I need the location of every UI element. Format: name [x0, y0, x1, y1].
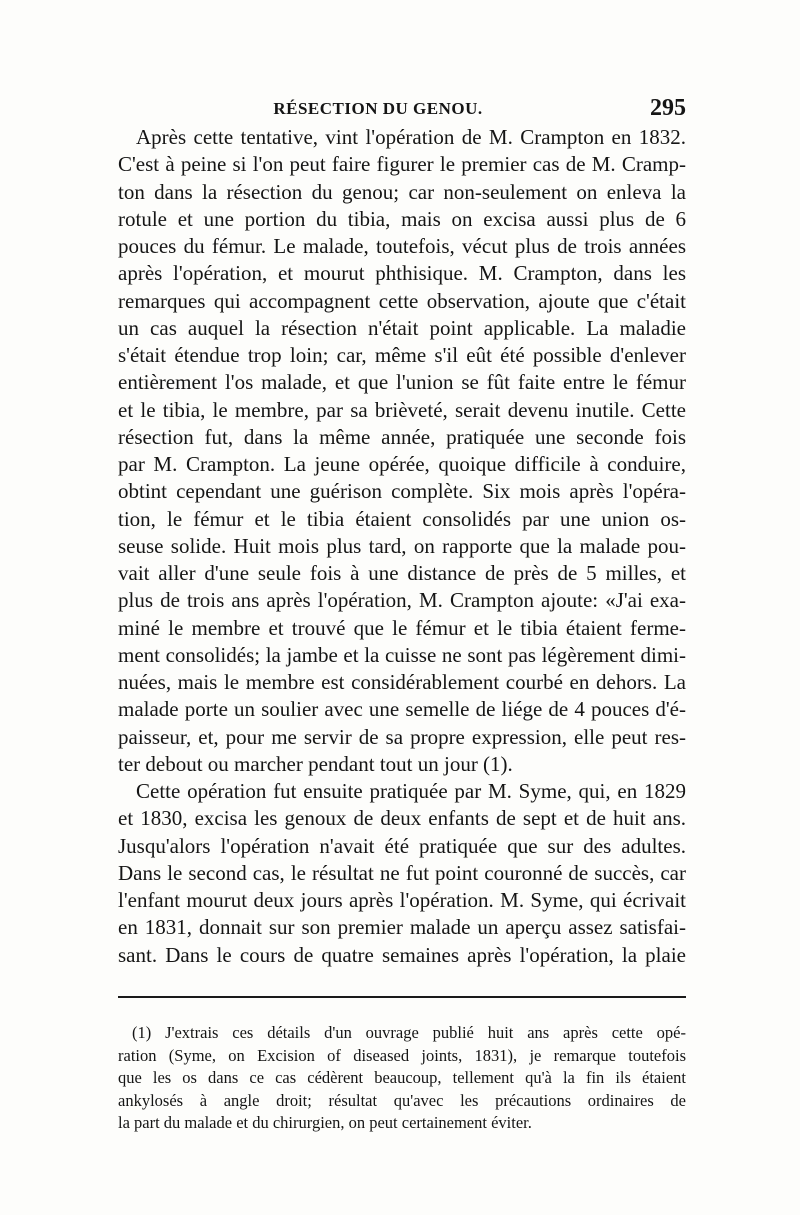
text-line: entièrement l'os malade, et que l'union se fût faite entre le fémur — [118, 370, 686, 395]
text-line: ment consolidés; la jambe et la cuisse ne sont pas légèrement dimi- — [118, 642, 686, 667]
footnote-line: que les os dans ce cas cédèrent beaucoup, tellement qu'à la fin ils étaient — [118, 1068, 686, 1087]
footnote-rule — [118, 996, 686, 998]
text-line: C'est à peine si l'on peut faire figurer le premier cas de M. Cramp- — [118, 152, 686, 177]
page-number: 295 — [650, 95, 686, 121]
footnote — [118, 1022, 686, 1135]
footnote-line: ration (Syme, on Excision of diseased joints, 1831), je remarque toutefois — [118, 1045, 686, 1065]
text-line: vait aller d'une seule fois à une distance de près de 5 milles, et — [118, 561, 686, 585]
text-line: seuse solide. Huit mois plus tard, on rapporte que la malade pou- — [118, 533, 686, 558]
text-line: tion, le fémur et le tibia étaient consolidés par une union os- — [118, 506, 686, 531]
text-line: plus de trois ans après l'opération, M. Crampton ajoute: «J'ai exa- — [118, 588, 686, 613]
text-line: s'était étendue trop loin; car, même s'il eût été possible d'enlever — [118, 343, 686, 367]
text-line: et 1830, excisa les genoux de deux enfants de sept et de huit ans. — [118, 806, 686, 831]
text-line: sant. Dans le cours de quatre semaines après l'opération, la plaie — [118, 942, 686, 967]
text-line: ter debout ou marcher pendant tout un jour (1). — [118, 751, 513, 776]
text-line: rotule et une portion du tibia, mais on excisa aussi plus de 6 — [118, 206, 686, 231]
text-line: en 1831, donnait sur son premier malade un aperçu assez satisfai- — [118, 915, 686, 940]
body-text — [118, 124, 686, 969]
text-line: Jusqu'alors l'opération n'avait été pratiquée que sur des adultes. — [118, 833, 686, 858]
text-line: malade porte un soulier avec une semelle de liége de 4 pouces d'é- — [118, 697, 686, 722]
text-line: ton dans la résection du genou; car non-seulement on enleva la — [118, 179, 686, 204]
text-line: Cette opération fut ensuite pratiquée par M. Syme, qui, en 1829 — [136, 779, 686, 803]
text-line: Dans le second cas, le résultat ne fut point couronné de succès, car — [118, 860, 686, 885]
text-line: obtint cependant une guérison complète. Six mois après l'opéra- — [118, 479, 686, 504]
footnote-line: ankylosés à angle droit; résultat qu'avec les précautions ordinaires de — [118, 1090, 686, 1110]
text-line: par M. Crampton. La jeune opérée, quoique difficile à conduire, — [118, 452, 686, 476]
text-line: Après cette tentative, vint l'opération de M. Crampton en 1832. — [136, 125, 686, 149]
text-line: après l'opération, et mourut phthisique. M. Crampton, dans les — [118, 261, 686, 286]
text-line: l'enfant mourut deux jours après l'opération. M. Syme, qui écrivait — [118, 888, 686, 912]
text-line: paisseur, et, pour me servir de sa propre expression, elle peut res- — [118, 724, 686, 749]
running-head — [118, 95, 686, 125]
footnote-line: (1) J'extrais ces détails d'un ouvrage publié huit ans après cette opé- — [132, 1023, 686, 1042]
text-line: pouces du fémur. Le malade, toutefois, vécut plus de trois années — [118, 234, 686, 258]
text-line: et le tibia, le membre, par sa brièveté, serait devenu inutile. Cette — [118, 397, 686, 422]
text-line: un cas auquel la résection n'était point applicable. La maladie — [118, 315, 686, 340]
text-line: miné le membre et trouvé que le fémur et le tibia étaient ferme- — [118, 615, 686, 640]
text-line: remarques qui accompagnent cette observation, ajoute que c'était — [118, 288, 686, 313]
running-title: RÉSECTION DU GENOU. — [273, 99, 483, 118]
text-line: nuées, mais le membre est considérablement courbé en dehors. La — [118, 670, 686, 694]
footnote-line: la part du malade et du chirurgien, on peut certainement éviter. — [118, 1113, 532, 1132]
text-line: résection fut, dans la même année, pratiquée une seconde fois — [118, 424, 686, 449]
